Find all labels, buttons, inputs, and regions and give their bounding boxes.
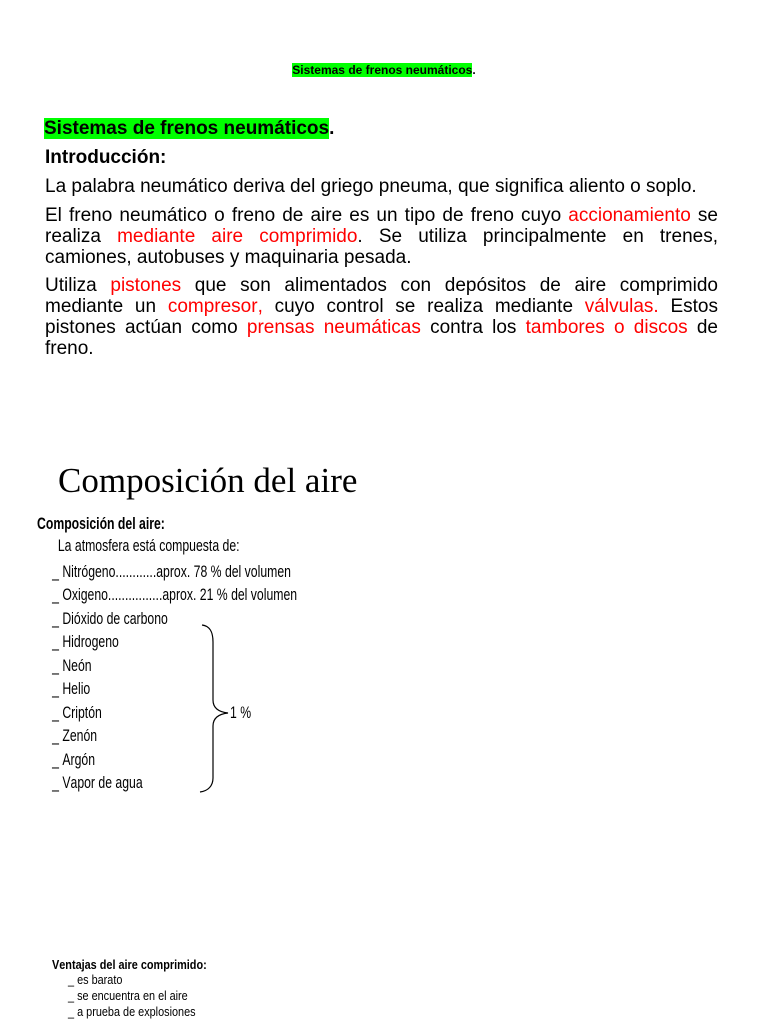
component-name: Vapor de agua bbox=[62, 773, 143, 792]
section-heading bbox=[44, 118, 334, 139]
bullet-marker: _ bbox=[52, 632, 59, 651]
bullet-marker: _ bbox=[52, 585, 59, 604]
advantages-list bbox=[52, 957, 278, 1021]
text-segment: que son alimentados con depósitos de aire comprimido mediante un bbox=[45, 275, 718, 317]
composition-item bbox=[52, 724, 97, 748]
bracket-label: 1 % bbox=[230, 703, 252, 722]
emphasized-term: compresor, bbox=[167, 296, 263, 317]
advantage-item bbox=[68, 1004, 196, 1020]
introduction-subheading: Introducción: bbox=[45, 147, 167, 168]
composition-item bbox=[52, 560, 291, 584]
text-segment: contra los bbox=[420, 317, 526, 338]
curly-brace-icon bbox=[195, 620, 235, 795]
advantages-title: Ventajas del aire comprimido: bbox=[52, 958, 207, 972]
bullet-marker: _ bbox=[52, 773, 59, 792]
text-segment: Estos pistones actúan como bbox=[45, 296, 718, 338]
text-segment: El freno neumático o freno de aire es un tipo de freno cuyo bbox=[45, 205, 569, 226]
emphasized-term: pistones bbox=[110, 275, 182, 296]
component-name: Neón bbox=[62, 655, 92, 675]
component-name: Oxigeno................aprox. 21 % del volumen bbox=[62, 585, 298, 604]
composition-item bbox=[52, 701, 102, 725]
emphasized-term: mediante aire comprimido bbox=[117, 226, 358, 247]
component-name: Criptón bbox=[62, 702, 102, 722]
advantage-item bbox=[68, 988, 188, 1004]
paragraph-mechanism bbox=[45, 275, 718, 359]
composition-heading: Composición del aire bbox=[58, 461, 358, 500]
bullet-marker: _ bbox=[67, 989, 75, 1003]
composition-item bbox=[52, 748, 95, 772]
figure-title: Composición del aire: bbox=[37, 514, 165, 533]
text-segment: de freno. bbox=[45, 317, 718, 359]
running-header-period: . bbox=[472, 63, 476, 77]
air-composition-figure bbox=[37, 513, 339, 803]
composition-item bbox=[52, 607, 168, 631]
component-name: Zenón bbox=[62, 726, 98, 745]
component-name: Helio bbox=[62, 679, 91, 698]
text-segment: Utiliza bbox=[45, 275, 111, 296]
text-segment: cuyo control se realiza mediante bbox=[262, 296, 585, 317]
bullet-marker: _ bbox=[52, 726, 59, 745]
composition-item bbox=[52, 771, 143, 795]
bullet-marker: _ bbox=[52, 702, 59, 722]
figure-intro: La atmosfera está compuesta de: bbox=[57, 536, 240, 555]
advantage-item bbox=[68, 972, 122, 988]
emphasized-term: válvulas. bbox=[584, 296, 659, 317]
component-name: Nitrógeno............aprox. 78 % del volumen bbox=[62, 561, 291, 581]
component-name: Dióxido de carbono bbox=[62, 608, 168, 628]
advantage-text: es barato bbox=[77, 973, 123, 987]
bullet-marker: _ bbox=[52, 655, 59, 675]
bullet-marker: _ bbox=[52, 561, 59, 581]
bullet-marker: _ bbox=[67, 973, 75, 987]
bullet-marker: _ bbox=[52, 679, 59, 698]
component-name: Hidrogeno bbox=[62, 632, 119, 651]
bullet-marker: _ bbox=[52, 608, 59, 628]
text-segment: se realiza bbox=[45, 205, 718, 247]
text-segment: . Se utiliza principalmente en trenes, camiones, autobuses y maquinaria pesada. bbox=[45, 226, 718, 268]
paragraph-etymology: La palabra neumático deriva del griego pneuma, que significa aliento o soplo. bbox=[45, 176, 697, 197]
bullet-marker: _ bbox=[67, 1005, 75, 1019]
emphasized-term: accionamiento bbox=[568, 205, 691, 226]
composition-item bbox=[52, 654, 91, 678]
emphasized-term: tambores o discos bbox=[525, 317, 688, 338]
advantage-text: a prueba de explosiones bbox=[77, 1005, 196, 1019]
section-heading-text: Sistemas de frenos neumáticos bbox=[44, 118, 330, 139]
section-heading-period: . bbox=[329, 118, 335, 139]
paragraph-definition bbox=[45, 205, 718, 268]
advantage-text: se encuentra en el aire bbox=[77, 989, 188, 1003]
emphasized-term: prensas neumáticas bbox=[246, 317, 421, 338]
composition-item bbox=[52, 583, 297, 607]
component-name: Argón bbox=[62, 749, 96, 769]
running-header-title: Sistemas de frenos neumáticos bbox=[292, 63, 473, 77]
composition-item bbox=[52, 677, 90, 701]
bullet-marker: _ bbox=[52, 749, 59, 769]
composition-item bbox=[52, 630, 119, 654]
running-header bbox=[0, 63, 768, 77]
